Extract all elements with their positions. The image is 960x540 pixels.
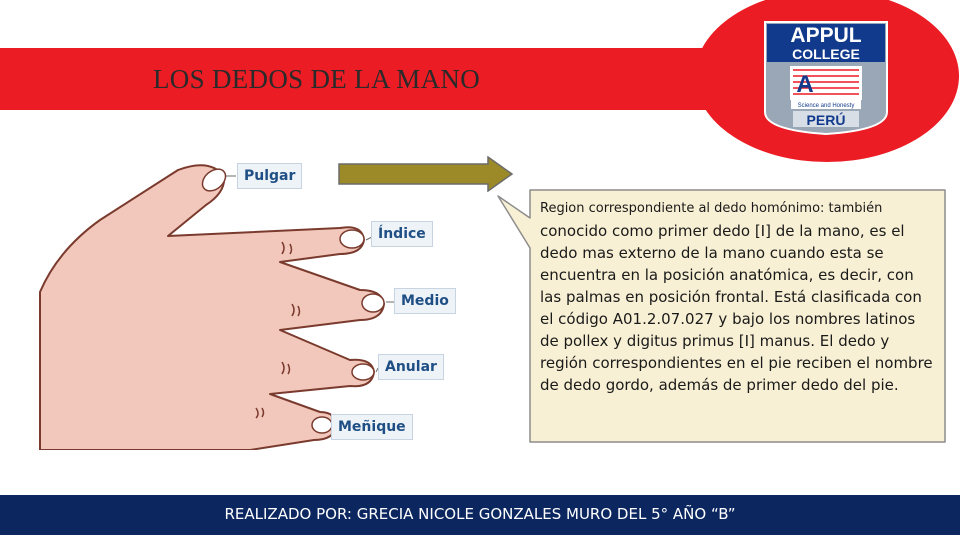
callout-lead: Region correspondiente al dedo homónimo: también <box>540 201 883 216</box>
logo-country: PERÚ <box>806 112 846 128</box>
label-indice-text: Índice <box>378 226 426 242</box>
footer-credit: REALIZADO POR: GRECIA NICOLE GONZALES MURO DEL 5° AÑO “B” <box>224 505 736 523</box>
appul-college-logo <box>693 0 960 163</box>
label-menique <box>331 414 413 440</box>
label-pulgar-text: Pulgar <box>244 168 296 184</box>
label-medio-text: Medio <box>401 293 449 309</box>
label-indice <box>371 221 433 247</box>
hand-shape <box>40 165 384 450</box>
callout-body: conocido como primer dedo [I] de la mano, es el dedo mas externo de la mano cuando esta se encuentra en la posición anatómica, es decir, con las palmas en posición frontal. Está clasificada con el código A01.2.07.027 y bajo los nombres latinos de pollex y digitus primus [I] manus. El dedo y región correspondientes en el pie reciben el nombre de dedo gordo, además de primer dedo del pie. <box>540 222 933 394</box>
logo-motto: Science and Honesty <box>797 103 855 109</box>
callout-text <box>540 198 938 396</box>
logo-line1: APPUL <box>790 24 862 47</box>
slide-title: LOS DEDOS DE LA MANO <box>153 64 481 94</box>
label-pulgar <box>237 163 302 189</box>
label-menique-text: Meñique <box>338 419 406 435</box>
logo-shield <box>765 22 887 134</box>
logo-letter: A <box>796 71 814 98</box>
label-anular <box>378 354 444 380</box>
arrow-right-icon <box>338 156 514 192</box>
label-medio <box>394 288 456 314</box>
label-anular-text: Anular <box>385 359 437 375</box>
logo-line2: COLLEGE <box>792 46 860 62</box>
